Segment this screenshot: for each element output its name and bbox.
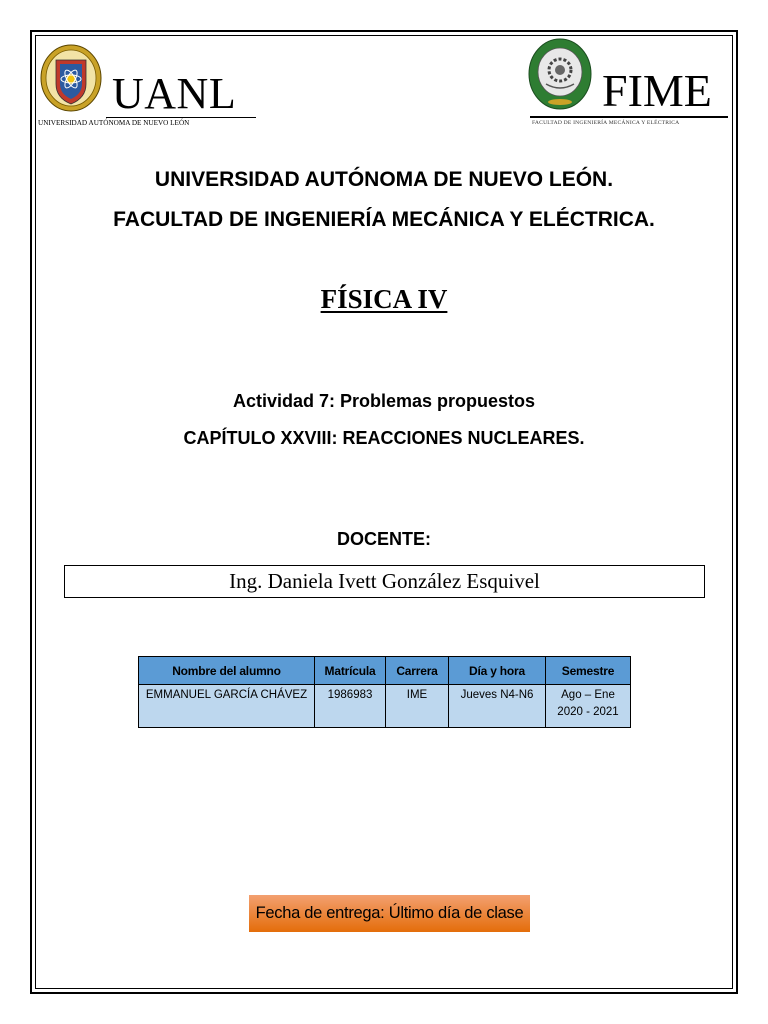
fime-logo-rule [530,116,728,118]
fime-logo-text: FIME [602,65,712,116]
header-career: Carrera [386,657,449,685]
cell-student-id: 1986983 [315,685,386,728]
fime-seal-icon [528,38,592,110]
uanl-logo-rule [106,117,256,118]
deadline-banner: Fecha de entrega: Último día de clase [249,895,530,932]
subject-title [0,284,768,315]
table-header-row [139,657,631,685]
chapter-title: CAPÍTULO XXVIII: REACCIONES NUCLEARES. [183,428,585,448]
table-row [139,685,631,728]
header-student-id: Matrícula [315,657,386,685]
cell-semester [546,685,631,728]
fime-logo-subtitle: FACULTAD DE INGENIERÍA MECÁNICA Y ELÉCTRICA [532,120,680,126]
faculty-name: FACULTAD DE INGENIERÍA MECÁNICA Y ELÉCTRICA. [113,208,655,231]
header-student-name: Nombre del alumno [139,657,315,685]
uanl-logo [38,42,238,134]
cell-career: IME [386,685,449,728]
uanl-seal-icon [40,44,102,112]
uanl-logo-text: UANL [112,69,237,118]
semester-line-1: Ago – Ene [561,689,615,701]
university-name: UNIVERSIDAD AUTÓNOMA DE NUEVO LEÓN. [154,168,614,191]
student-info-table [138,656,631,728]
semester-line-2: 2020 - 2021 [557,706,619,718]
cell-student-name: EMMANUEL GARCÍA CHÁVEZ [139,685,315,728]
header-semester: Semestre [546,657,631,685]
uanl-logo-subtitle: UNIVERSIDAD AUTÓNOMA DE NUEVO LEÓN [38,119,190,127]
fime-logo [528,38,733,133]
header-schedule: Día y hora [449,657,546,685]
cell-schedule: Jueves N4-N6 [449,685,546,728]
subject-title-text: FÍSICA IV [320,284,448,314]
teacher-label: DOCENTE: [337,529,431,549]
teacher-name-box: Ing. Daniela Ivett González Esquivel [64,565,705,598]
activity-title: Actividad 7: Problemas propuestos [232,391,536,411]
